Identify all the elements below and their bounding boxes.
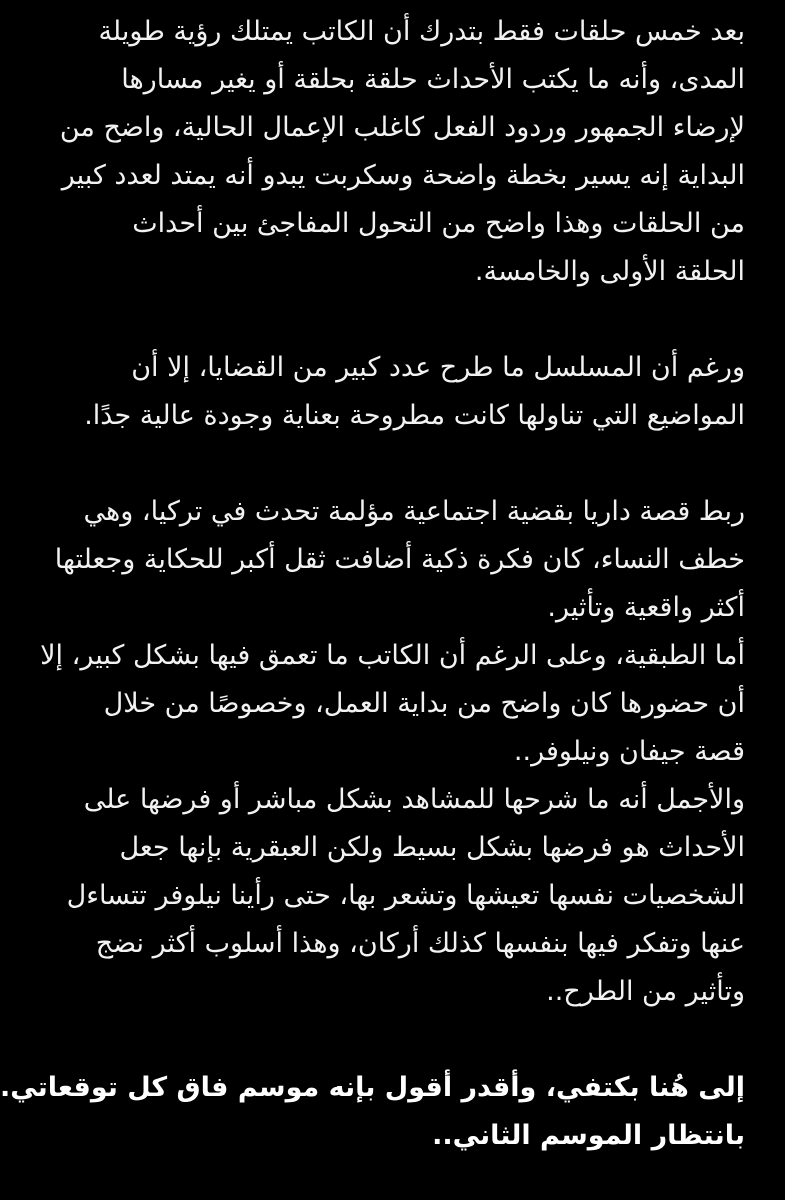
paragraph-themes bbox=[40, 488, 745, 1016]
paragraph-spacer bbox=[81, 1016, 745, 1064]
text-line: الشخصيات نفسها تعيشها وتشعر بها، حتى رأينا نيلوفر تتساءل bbox=[66, 880, 745, 911]
text-line: خطف النساء، كان فكرة ذكية أضافت ثقل أكبر للحكاية وجعلتها bbox=[54, 544, 745, 575]
text-line: ربط قصة داريا بقضية اجتماعية مؤلمة تحدث في تركيا، وهي bbox=[83, 496, 745, 527]
text-line: وتأثير من الطرح.. bbox=[546, 976, 745, 1007]
paragraph-topics bbox=[81, 344, 745, 440]
closing-line: إلى هُنا بكتفي، وأقدر أقول بإنه موسم فاق كل توقعاتي. bbox=[0, 1072, 745, 1103]
text-line: والأجمل أنه ما شرحها للمشاهد بشكل مباشر أو فرضها على bbox=[83, 784, 745, 815]
text-line: المدى، وأنه ما يكتب الأحداث حلقة بحلقة أو يغير مسارها bbox=[121, 64, 745, 95]
paragraph-spacer bbox=[81, 440, 745, 488]
text-line: من الحلقات وهذا واضح من التحول المفاجئ بين أحداث bbox=[132, 208, 745, 239]
text-line: المواضيع التي تناولها كانت مطروحة بعناية وجودة عالية جدًا. bbox=[84, 400, 745, 431]
text-line: عنها وتفكر فيها بنفسها كذلك أركان، وهذا أسلوب أكثر نضج bbox=[95, 928, 745, 959]
text-line: لإرضاء الجمهور وردود الفعل كاغلب الإعمال الحالية، واضح من bbox=[59, 112, 745, 143]
text-line: أما الطبقية، وعلى الرغم أن الكاتب ما تعمق فيها بشكل كبير، إلا bbox=[40, 640, 745, 671]
text-line: الحلقة الأولى والخامسة. bbox=[474, 256, 745, 287]
closing-statement bbox=[0, 1064, 745, 1160]
closing-line: بانتظار الموسم الثاني.. bbox=[432, 1120, 745, 1151]
text-line: بعد خمس حلقات فقط بتدرك أن الكاتب يمتلك رؤية طويلة bbox=[98, 16, 745, 47]
text-line: قصة جيفان ونيلوفر.. bbox=[513, 736, 745, 767]
text-line: البداية إنه يسير بخطة واضحة وسكربت يبدو أنه يمتد لعدد كبير bbox=[61, 160, 745, 191]
text-line: أن حضورها كان واضح من بداية العمل، وخصوصًا من خلال bbox=[103, 688, 745, 719]
text-line: أكثر واقعية وتأثير. bbox=[547, 592, 745, 623]
text-line: ورغم أن المسلسل ما طرح عدد كبير من القضايا، إلا أن bbox=[131, 352, 745, 383]
paragraph-spacer bbox=[81, 296, 745, 344]
text-line: الأحداث هو فرضها بشكل بسيط ولكن العبقرية بإنها جعل bbox=[119, 832, 745, 863]
paragraph-writing-vision bbox=[59, 8, 745, 296]
